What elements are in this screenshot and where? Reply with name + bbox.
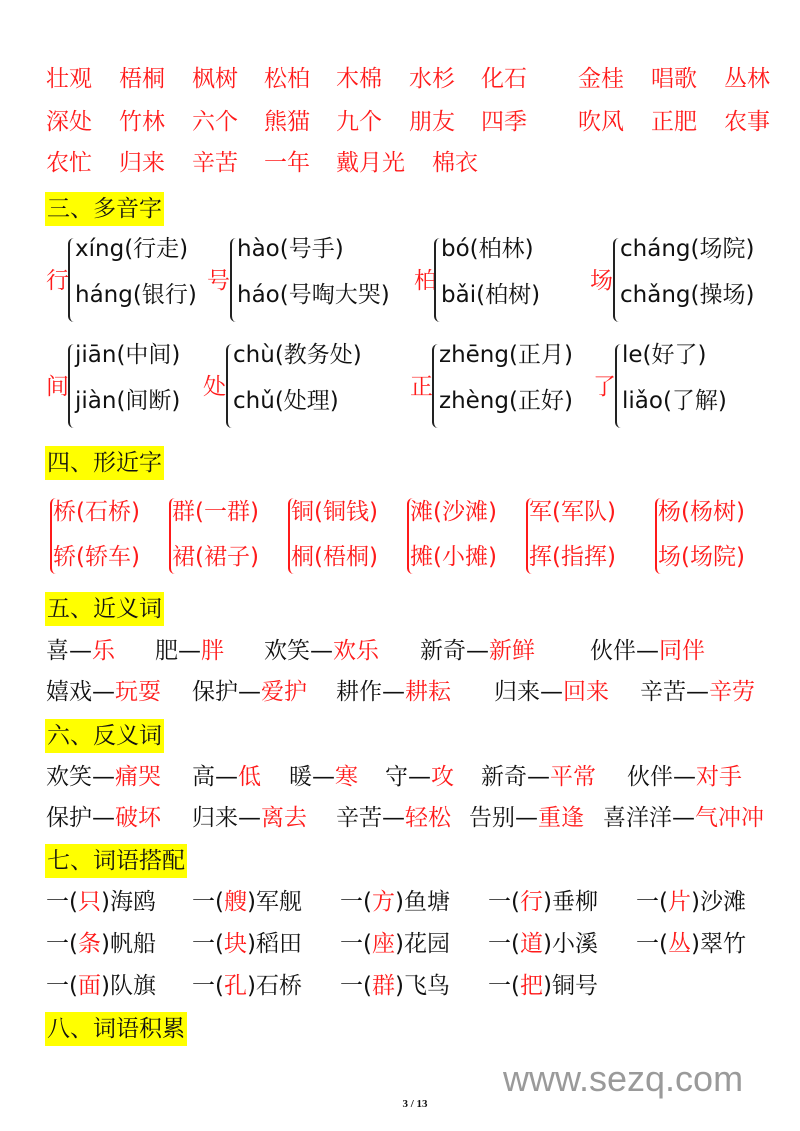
word: 辛苦 (640, 679, 686, 705)
suffix: ) (542, 931, 552, 957)
polyphone-character: 正 (410, 374, 433, 400)
polyphone-character: 处 (203, 374, 226, 400)
example-word: (柏林) (469, 236, 534, 262)
polyphone-character: 行 (46, 268, 69, 294)
answer-word: 胖 (201, 638, 224, 664)
polyphone-reading (75, 340, 180, 370)
word: 暖 (289, 764, 312, 790)
heading-synonyms: 五、近义词 (45, 592, 164, 626)
word: 伙伴 (590, 638, 636, 664)
answer-word: 对手 (696, 764, 742, 790)
synonym-pair (640, 677, 755, 707)
prefix: 一( (340, 931, 372, 957)
polyphone-character: 场 (590, 268, 613, 294)
example-word: (好了) (642, 342, 707, 368)
similar-character-pair: 桐(梧桐) (291, 544, 378, 570)
answer-word: 新鲜 (489, 638, 535, 664)
prefix: 一( (636, 931, 668, 957)
noun: 军舰 (255, 889, 302, 915)
vocab-word: 唱歌 (651, 66, 697, 92)
suffix: ) (246, 973, 256, 999)
similar-character-pair: 轿(轿车) (53, 544, 140, 570)
word: 保护 (192, 679, 238, 705)
answer-word: 寒 (335, 764, 358, 790)
word: 喜洋洋 (603, 805, 672, 831)
answer-word: 同伴 (659, 638, 705, 664)
similar-character-pair: 群(一群) (172, 499, 259, 525)
collocation-item (340, 887, 450, 917)
word: 嬉戏 (46, 679, 92, 705)
answer-word: 乐 (92, 638, 115, 664)
collocation-item (636, 929, 746, 959)
noun: 海鸥 (109, 889, 156, 915)
prefix: 一( (46, 931, 78, 957)
dash: — (382, 679, 405, 705)
vocab-word: 六个 (192, 109, 238, 135)
vocab-word: 壮观 (46, 66, 92, 92)
dash: — (92, 764, 115, 790)
noun: 铜号 (551, 973, 598, 999)
similar-character-pair: 铜(铜钱) (291, 499, 378, 525)
synonym-pair (494, 677, 609, 707)
answer-word: 气冲冲 (695, 805, 764, 831)
antonym-pair (385, 762, 454, 792)
vocab-word: 戴月光 (336, 150, 405, 176)
vocab-word: 正肥 (651, 109, 697, 135)
prefix: 一( (46, 889, 78, 915)
polyphone-reading (441, 234, 534, 264)
polyphone-character: 柏 (414, 268, 437, 294)
dash: — (178, 638, 201, 664)
example-word: (处理) (274, 388, 339, 414)
synonym-pair (420, 636, 535, 666)
pinyin: jiān (75, 342, 117, 368)
heading-polyphone: 三、多音字 (45, 192, 164, 226)
collocation-item (488, 887, 598, 917)
polyphone-reading (441, 280, 540, 310)
example-word: (柏树) (476, 282, 541, 308)
example-word: (正好) (508, 388, 573, 414)
measure-word: 把 (519, 973, 543, 999)
polyphone-reading (75, 234, 188, 264)
vocab-word: 农事 (724, 109, 770, 135)
example-word: (中间) (116, 342, 181, 368)
word: 新奇 (481, 764, 527, 790)
antonym-pair (46, 803, 161, 833)
measure-word: 条 (77, 931, 101, 957)
vocab-word: 丛林 (724, 66, 770, 92)
answer-word: 攻 (431, 764, 454, 790)
pinyin: bó (441, 236, 470, 262)
pinyin: háo (237, 282, 280, 308)
heading-antonyms: 六、反义词 (45, 719, 164, 753)
measure-word: 群 (371, 973, 395, 999)
dash: — (382, 805, 405, 831)
word: 耕作 (336, 679, 382, 705)
dash: — (408, 764, 431, 790)
suffix: ) (542, 973, 552, 999)
prefix: 一( (488, 931, 520, 957)
answer-word: 痛哭 (115, 764, 161, 790)
example-word: (号手) (279, 236, 344, 262)
dash: — (636, 638, 659, 664)
vocab-word: 梧桐 (119, 66, 165, 92)
pinyin: jiàn (75, 388, 117, 414)
collocation-item (488, 971, 598, 1001)
word: 喜 (46, 638, 69, 664)
synonym-pair (264, 636, 379, 666)
measure-word: 座 (371, 931, 395, 957)
similar-character-pair: 摊(小摊) (410, 544, 497, 570)
synonym-pair (336, 677, 451, 707)
synonym-pair (155, 636, 224, 666)
pinyin: háng (75, 282, 133, 308)
answer-word: 辛劳 (709, 679, 755, 705)
noun: 石桥 (255, 973, 302, 999)
suffix: ) (394, 889, 404, 915)
suffix: ) (394, 931, 404, 957)
word: 归来 (192, 805, 238, 831)
noun: 飞鸟 (403, 973, 450, 999)
polyphone-reading (237, 280, 390, 310)
suffix: ) (100, 889, 110, 915)
answer-word: 破坏 (115, 805, 161, 831)
word: 伙伴 (627, 764, 673, 790)
noun: 稻田 (255, 931, 302, 957)
vocab-word: 九个 (336, 109, 382, 135)
suffix: ) (246, 931, 256, 957)
noun: 翠竹 (699, 931, 746, 957)
synonym-pair (192, 677, 307, 707)
similar-character-pair: 滩(沙滩) (410, 499, 497, 525)
dash: — (310, 638, 333, 664)
vocab-word: 农忙 (46, 150, 92, 176)
noun: 垂柳 (551, 889, 598, 915)
pinyin: hào (237, 236, 280, 262)
prefix: 一( (636, 889, 668, 915)
answer-word: 重逢 (538, 805, 584, 831)
pinyin: le (622, 342, 643, 368)
similar-character-pair: 杨(杨树) (658, 499, 745, 525)
vocab-word: 竹林 (119, 109, 165, 135)
vocab-word: 木棉 (336, 66, 382, 92)
vocab-word: 归来 (119, 150, 165, 176)
word: 守 (385, 764, 408, 790)
noun: 沙滩 (699, 889, 746, 915)
vocab-word: 一年 (264, 150, 310, 176)
polyphone-reading (620, 280, 754, 310)
suffix: ) (100, 973, 110, 999)
polyphone-reading (622, 386, 727, 416)
dash: — (92, 805, 115, 831)
measure-word: 道 (519, 931, 543, 957)
polyphone-reading (75, 280, 197, 310)
pinyin: xíng (75, 236, 125, 262)
antonym-pair (336, 803, 451, 833)
similar-character-pair: 裙(裙子) (172, 544, 259, 570)
polyphone-reading (439, 386, 573, 416)
noun: 鱼塘 (403, 889, 450, 915)
collocation-item (340, 971, 450, 1001)
noun: 帆船 (109, 931, 156, 957)
measure-word: 孔 (223, 973, 247, 999)
antonym-pair (469, 803, 584, 833)
pinyin: bǎi (441, 282, 477, 308)
antonym-pair (192, 762, 261, 792)
measure-word: 艘 (223, 889, 247, 915)
word: 告别 (469, 805, 515, 831)
similar-character-pair: 桥(石桥) (53, 499, 140, 525)
vocab-word: 深处 (46, 109, 92, 135)
word: 高 (192, 764, 215, 790)
vocab-word: 朋友 (409, 109, 455, 135)
vocab-word: 辛苦 (192, 150, 238, 176)
measure-word: 丛 (667, 931, 691, 957)
dash: — (215, 764, 238, 790)
example-word: (正月) (508, 342, 573, 368)
antonym-pair (481, 762, 596, 792)
measure-word: 只 (77, 889, 101, 915)
suffix: ) (690, 889, 700, 915)
example-word: (间断) (116, 388, 181, 414)
vocab-word: 化石 (481, 66, 527, 92)
prefix: 一( (192, 973, 224, 999)
antonym-pair (46, 762, 161, 792)
watermark: www.sezq.com (503, 1058, 744, 1099)
measure-word: 片 (667, 889, 691, 915)
pinyin: chǔ (233, 388, 275, 414)
page-number: 3 / 13 (402, 1098, 428, 1110)
pinyin: chǎng (620, 282, 691, 308)
dash: — (672, 805, 695, 831)
vocab-word: 枫树 (192, 66, 238, 92)
collocation-item (192, 887, 302, 917)
answer-word: 欢乐 (333, 638, 379, 664)
example-word: (操场) (690, 282, 755, 308)
heading-collocation: 七、词语搭配 (45, 844, 187, 878)
antonym-pair (603, 803, 764, 833)
noun: 花园 (403, 931, 450, 957)
word: 新奇 (420, 638, 466, 664)
vocab-word: 吹风 (578, 109, 624, 135)
example-word: (号啕大哭) (279, 282, 390, 308)
dash: — (92, 679, 115, 705)
polyphone-character: 了 (593, 374, 616, 400)
heading-accumulation: 八、词语积累 (45, 1012, 187, 1046)
vocab-word: 水杉 (409, 66, 455, 92)
word: 欢笑 (264, 638, 310, 664)
suffix: ) (246, 889, 256, 915)
noun: 小溪 (551, 931, 598, 957)
dash: — (686, 679, 709, 705)
synonym-pair (46, 636, 115, 666)
polyphone-reading (233, 340, 362, 370)
polyphone-reading (439, 340, 573, 370)
polyphone-reading (622, 340, 707, 370)
prefix: 一( (192, 889, 224, 915)
vocab-word: 四季 (481, 109, 527, 135)
polyphone-character: 号 (207, 268, 230, 294)
word: 肥 (155, 638, 178, 664)
polyphone-reading (237, 234, 344, 264)
dash: — (238, 679, 261, 705)
heading-similar-characters: 四、形近字 (45, 446, 164, 480)
pinyin: chù (233, 342, 275, 368)
dash: — (527, 764, 550, 790)
collocation-item (46, 887, 156, 917)
answer-word: 离去 (261, 805, 307, 831)
collocation-item (340, 929, 450, 959)
prefix: 一( (488, 973, 520, 999)
collocation-item (46, 971, 156, 1001)
dash: — (466, 638, 489, 664)
pinyin: zhēng (439, 342, 509, 368)
prefix: 一( (488, 889, 520, 915)
antonym-pair (627, 762, 742, 792)
word: 归来 (494, 679, 540, 705)
polyphone-character: 间 (46, 374, 69, 400)
answer-word: 回来 (563, 679, 609, 705)
similar-character-pair: 军(军队) (529, 499, 616, 525)
answer-word: 轻松 (405, 805, 451, 831)
polyphone-reading (233, 386, 339, 416)
answer-word: 耕耘 (405, 679, 451, 705)
collocation-item (488, 929, 598, 959)
measure-word: 行 (519, 889, 543, 915)
dash: — (540, 679, 563, 705)
word: 欢笑 (46, 764, 92, 790)
pinyin: cháng (620, 236, 691, 262)
prefix: 一( (46, 973, 78, 999)
collocation-item (46, 929, 156, 959)
vocab-word: 熊猫 (264, 109, 310, 135)
vocab-word: 棉衣 (432, 150, 478, 176)
polyphone-reading (75, 386, 180, 416)
example-word: (行走) (124, 236, 189, 262)
measure-word: 方 (371, 889, 395, 915)
dash: — (238, 805, 261, 831)
example-word: (教务处) (274, 342, 362, 368)
measure-word: 块 (223, 931, 247, 957)
antonym-pair (289, 762, 358, 792)
similar-character-pair: 场(场院) (658, 544, 745, 570)
polyphone-reading (620, 234, 754, 264)
noun: 队旗 (109, 973, 156, 999)
example-word: (了解) (662, 388, 727, 414)
example-word: (银行) (132, 282, 197, 308)
dash: — (673, 764, 696, 790)
dash: — (312, 764, 335, 790)
suffix: ) (394, 973, 404, 999)
word: 保护 (46, 805, 92, 831)
suffix: ) (690, 931, 700, 957)
suffix: ) (100, 931, 110, 957)
collocation-item (636, 887, 746, 917)
example-word: (场院) (690, 236, 755, 262)
dash: — (69, 638, 92, 664)
prefix: 一( (340, 973, 372, 999)
word: 辛苦 (336, 805, 382, 831)
answer-word: 低 (238, 764, 261, 790)
dash: — (515, 805, 538, 831)
synonym-pair (46, 677, 161, 707)
answer-word: 爱护 (261, 679, 307, 705)
suffix: ) (542, 889, 552, 915)
collocation-item (192, 929, 302, 959)
pinyin: zhèng (439, 388, 509, 414)
synonym-pair (590, 636, 705, 666)
collocation-item (192, 971, 302, 1001)
similar-character-pair: 挥(指挥) (529, 544, 616, 570)
antonym-pair (192, 803, 307, 833)
answer-word: 平常 (550, 764, 596, 790)
vocab-word: 金桂 (578, 66, 624, 92)
vocab-word: 松柏 (264, 66, 310, 92)
pinyin: liǎo (622, 388, 663, 414)
prefix: 一( (340, 889, 372, 915)
prefix: 一( (192, 931, 224, 957)
measure-word: 面 (77, 973, 101, 999)
answer-word: 玩耍 (115, 679, 161, 705)
